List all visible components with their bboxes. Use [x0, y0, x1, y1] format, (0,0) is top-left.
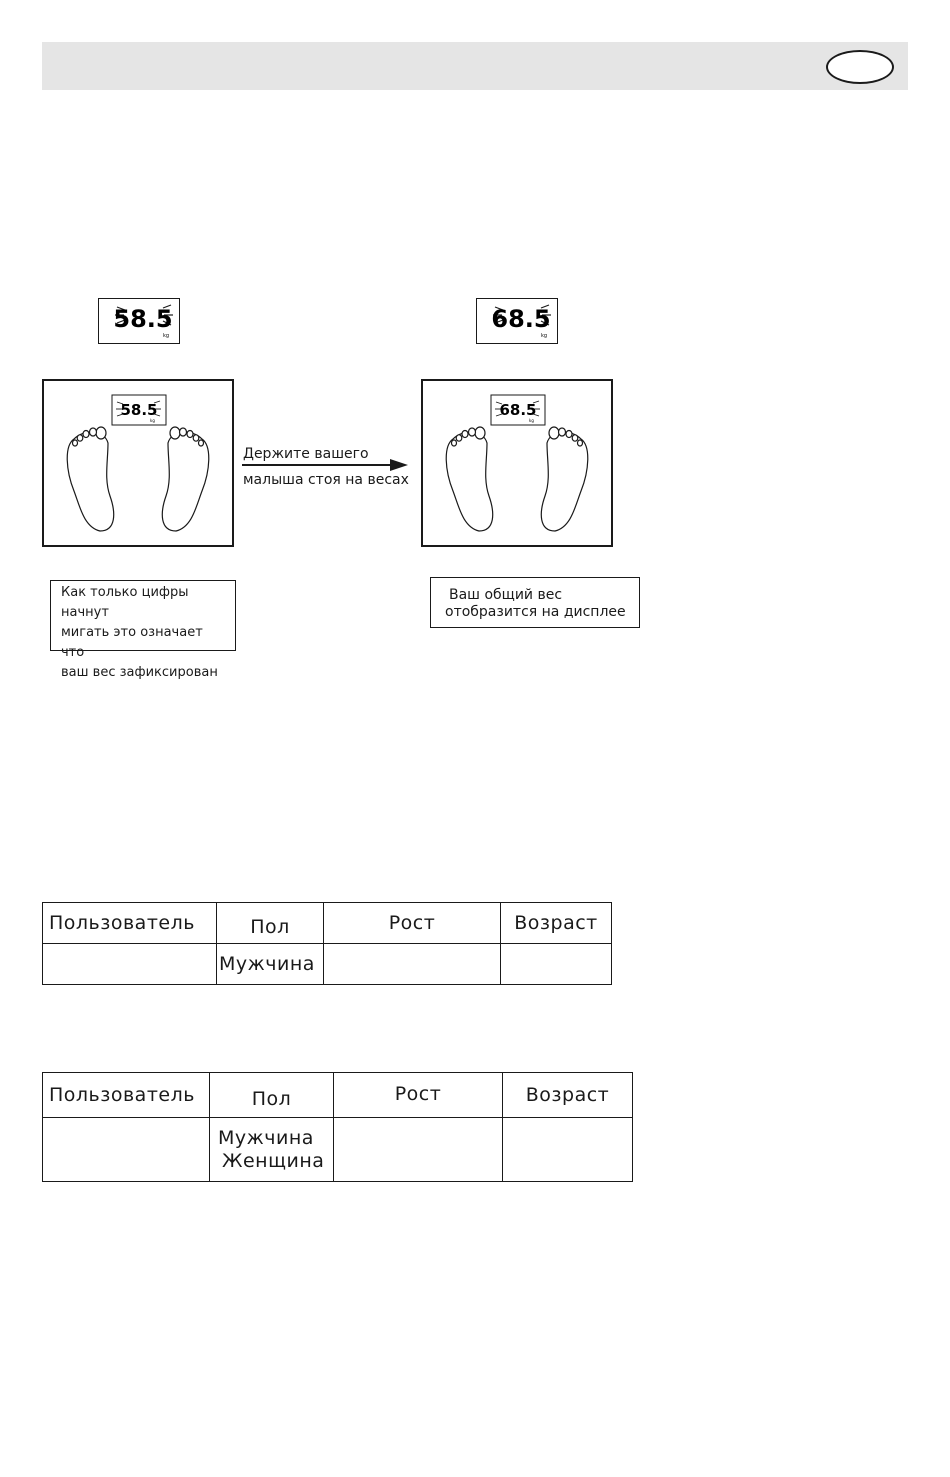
cell-user	[43, 944, 217, 985]
column-header-age: Возраст	[501, 903, 612, 944]
column-header-user: Пользователь	[43, 903, 217, 944]
scale-left-lcd-value: 58.5	[120, 401, 158, 419]
caption-right	[430, 577, 640, 628]
user-table-2	[42, 1072, 633, 1182]
cell-height	[334, 1118, 503, 1182]
lcd-display-step-1	[98, 298, 180, 344]
arrow-instruction-line-2: малыша стоя на весах	[243, 472, 409, 488]
right-foot-icon	[541, 427, 587, 531]
caption-left-line-2: мигать это означает что	[61, 625, 203, 660]
cell-age	[501, 944, 612, 985]
cell-age	[503, 1118, 633, 1182]
scale-right-lcd-unit: kg	[529, 418, 534, 423]
language-badge	[826, 50, 894, 84]
column-header-age: Возраст	[503, 1073, 633, 1118]
column-header-user: Пользователь	[43, 1073, 210, 1118]
lcd-display-step-1-graphic	[99, 299, 179, 343]
lcd-display-step-1-value: 58.5	[113, 305, 173, 333]
gender-option-female: Женщина	[222, 1149, 325, 1172]
header-bar	[42, 42, 908, 90]
scale-right	[421, 379, 613, 547]
cell-gender: Мужчина	[217, 944, 324, 985]
arrow-right-icon	[240, 457, 412, 473]
lcd-display-step-2-unit: kg	[541, 333, 548, 339]
cell-gender	[210, 1118, 334, 1182]
column-header-height: Рост	[334, 1073, 503, 1118]
caption-left-line-1: Как только цифры начнут	[61, 585, 189, 620]
right-foot-icon	[162, 427, 208, 531]
table-row	[43, 944, 612, 985]
lcd-display-step-2	[476, 298, 558, 344]
arrow-instruction-line-1: Держите вашего	[243, 446, 369, 462]
scale-right-graphic	[423, 381, 611, 545]
lcd-display-step-2-value: 68.5	[491, 305, 551, 333]
cell-height	[324, 944, 501, 985]
column-header-gender: Пол	[210, 1073, 334, 1118]
lcd-display-step-2-graphic	[477, 299, 557, 343]
caption-right-line-2: отобразится на дисплее	[445, 604, 626, 620]
caption-left	[50, 580, 236, 680]
left-foot-icon	[67, 427, 113, 531]
user-table-1	[42, 902, 612, 985]
lcd-display-step-1-unit: kg	[163, 333, 170, 339]
scale-left-graphic	[44, 381, 232, 545]
column-header-height: Рост	[324, 903, 501, 944]
gender-option-male: Мужчина	[218, 1126, 314, 1149]
scale-right-lcd-value: 68.5	[499, 401, 537, 419]
caption-left-line-3: ваш вес зафиксирован	[61, 665, 218, 680]
table-header-row	[43, 1073, 633, 1118]
caption-right-line-1: Ваш общий вес	[449, 587, 563, 603]
table-row	[43, 1118, 633, 1182]
left-foot-icon	[446, 427, 492, 531]
cell-user	[43, 1118, 210, 1182]
scale-left-lcd-unit: kg	[150, 418, 155, 423]
table-header-row	[43, 903, 612, 944]
column-header-gender: Пол	[217, 903, 324, 944]
scale-left	[42, 379, 234, 547]
